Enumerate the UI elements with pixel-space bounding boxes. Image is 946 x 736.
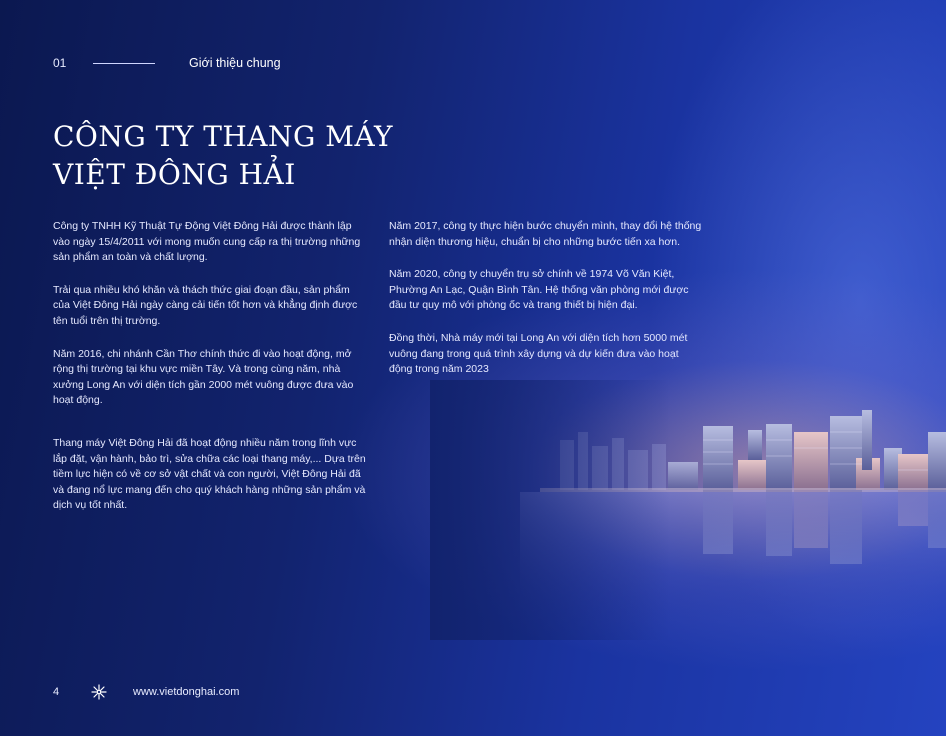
- section-divider: [93, 63, 155, 64]
- right-text-column: [389, 219, 702, 395]
- paragraph-services: Thang máy Việt Đông Hải đã hoạt động nhiều năm trong lĩnh vực lắp đặt, vận hành, bảo trì, sửa chữa các loại thang máy,... Dựa trên tiềm lực hiện có về cơ sở vật chất và con người, Việt Đông Hải đã và đang nổ lực mang đến cho quý khách hàng những sản phẩm và dịch vụ tốt nhất.: [53, 436, 366, 512]
- paragraph-founding: Công ty TNHH Kỹ Thuật Tự Động Việt Đông Hải được thành lập vào ngày 15/4/2011 với mong muốn cung cấp ra thị trường những sản phẩm an toàn và chất lượng.: [53, 220, 361, 264]
- page-title: [53, 118, 393, 194]
- left-text-column: [53, 219, 366, 531]
- page-title-line-2: VIỆT ĐÔNG HẢI: [53, 158, 296, 191]
- website-link[interactable]: www.vietdonghai.com: [133, 686, 240, 698]
- paragraph-2020: Năm 2020, công ty chuyển trụ sở chính về 1974 Võ Văn Kiệt, Phường An Lạc, Quận Bình Tân. Hệ thống văn phòng mới được đầu tư quy mô với phòng ốc và trang thiết bị hiện đại.: [389, 268, 689, 312]
- page-number: 4: [53, 686, 60, 698]
- section-number: 01: [53, 56, 67, 70]
- section-header: [53, 55, 281, 71]
- section-title: Giới thiệu chung: [189, 56, 281, 70]
- paragraph-growth: Trải qua nhiều khó khăn và thách thức giai đoạn đầu, sản phẩm của Việt Đông Hải ngày càng cải tiến tốt hơn và khẳng định được tên tuổi trên thị trường.: [53, 283, 358, 327]
- page-title-line-1: CÔNG TY THANG MÁY: [53, 120, 394, 153]
- sparkle-star-icon: [91, 684, 107, 700]
- page-footer: [53, 685, 239, 699]
- paragraph-long-an-factory: Đồng thời, Nhà máy mới tại Long An với diện tích hơn 5000 mét vuông đang trong quá trình xây dựng và dự kiến đưa vào hoạt động trong năm 2023: [389, 331, 688, 376]
- paragraph-2017: Năm 2017, công ty thực hiện bước chuyển mình, thay đổi hệ thống nhận diện thương hiệu, chuẩn bị cho những bước tiến xa hơn.: [389, 220, 702, 248]
- paragraph-2016: Năm 2016, chi nhánh Cần Thơ chính thức đi vào hoạt động, mở rộng thị trường tại khu vực miền Tây. Và trong cùng năm, nhà xưởng Long An với diện tích gần 2000 mét vuông được đưa vào hoạt động.: [53, 347, 354, 407]
